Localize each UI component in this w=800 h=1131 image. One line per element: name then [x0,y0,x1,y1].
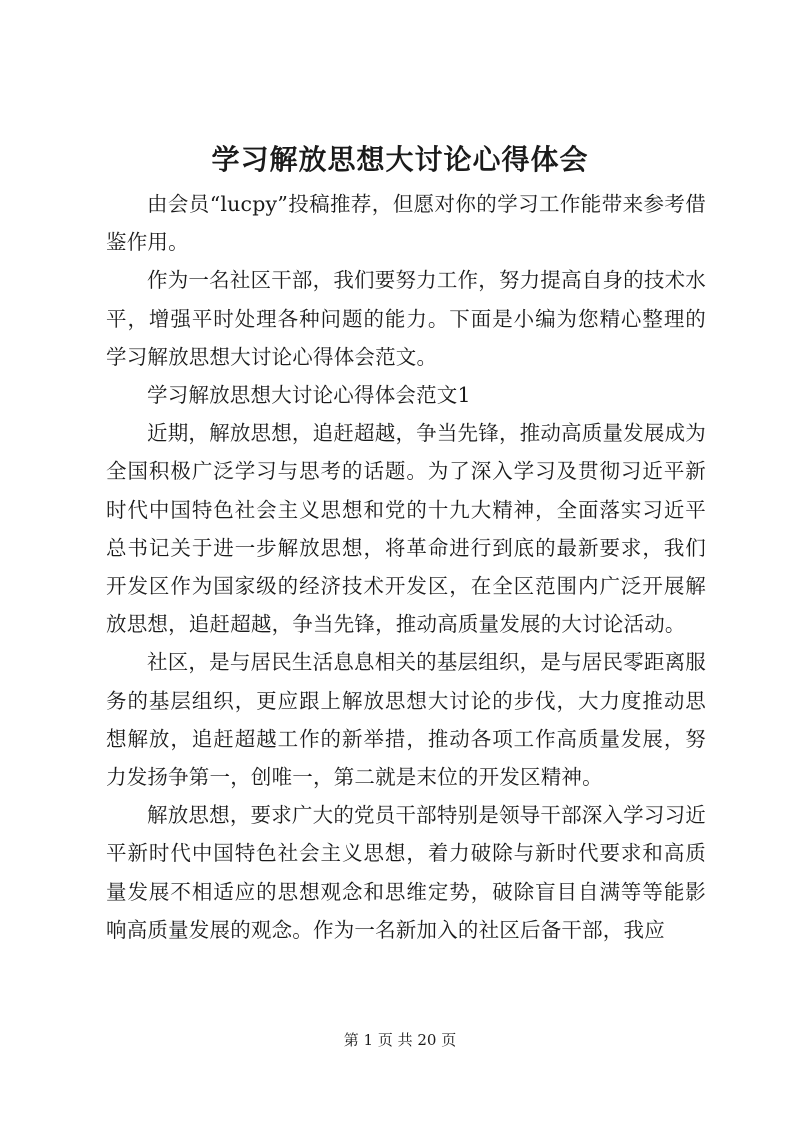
document-title: 学习解放思想大讨论心得体会 [211,143,589,176]
page-number-footer: 第 1 页 共 20 页 [343,1031,457,1049]
paragraph-summary: 作为一名社区干部，我们要努力工作，努力提高自身的技术水平，增强平时处理各种问题的能力。下面是小编为您精心整理的学习解放思想大讨论心得体会范文。 [106,268,706,369]
section-heading: 学习解放思想大讨论心得体会范文1 [147,383,471,408]
paragraph-body-2: 社区，是与居民生活息息相关的基层组织，是与居民零距离服务的基层组织，更应跟上解放思想大讨论的步伐，大力度推动思想解放，追赶超越工作的新举措，推动各项工作高质量发展，努力发扬争第一，创唯一，第二就是末位的开发区精神。 [106,650,706,790]
paragraph-body-1: 近期，解放思想，追赶超越，争当先锋，推动高质量发展成为全国积极广泛学习与思考的话题。为了深入学习及贯彻习近平新时代中国特色社会主义思想和党的十九大精神，全面落实习近平总书记关于进一步解放思想，将革命进行到底的最新要求，我们开发区作为国家级的经济技术开发区，在全区范围内广泛开展解放思想，追赶超越，争当先锋，推动高质量发展的大讨论活动。 [106,421,706,637]
paragraph-body-3: 解放思想，要求广大的党员干部特别是领导干部深入学习习近平新时代中国特色社会主义思想，着力破除与新时代要求和高质量发展不相适应的思想观念和思维定势，破除盲目自满等等能影响高质量发展的观念。作为一名新加入的社区后备干部，我应 [106,803,706,942]
paragraph-intro: 由会员“lucpy”投稿推荐，但愿对你的学习工作能带来参考借鉴作用。 [106,192,706,255]
document-body [106,185,706,949]
